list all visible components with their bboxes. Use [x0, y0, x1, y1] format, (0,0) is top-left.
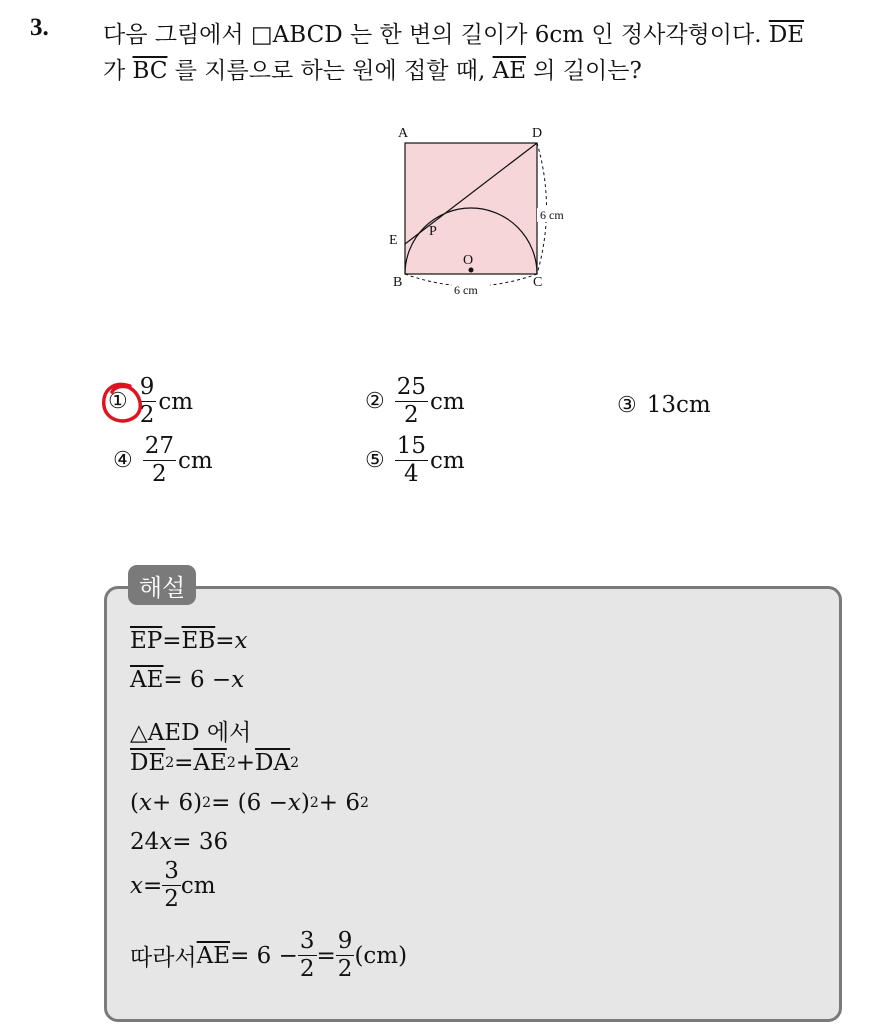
- choice-1-number: ①: [108, 389, 128, 414]
- question-line-1: 다음 그림에서 □ABCD 는 한 변의 길이가 6cm 인 정사각형이다. $\overline{DE}$: [103, 22, 805, 48]
- label-b: B: [393, 275, 403, 290]
- choice-5-number: ⑤: [365, 448, 385, 473]
- bottom-length-label: 6 cm: [454, 283, 478, 297]
- choice-2[interactable]: ② $\frac{25}{2}$ cm: [365, 374, 465, 428]
- label-c: C: [533, 275, 543, 290]
- choice-2-number: ②: [365, 389, 385, 414]
- solution-tag: 해설: [128, 565, 196, 605]
- square-notation: □ABCD: [250, 22, 343, 48]
- solution-line-3: △AED 에서: [130, 720, 252, 746]
- choice-3[interactable]: ③ 13cm: [617, 392, 711, 418]
- choice-5[interactable]: ⑤ $\frac{15}{4}$ cm: [365, 433, 465, 487]
- label-a: A: [398, 126, 409, 141]
- segment-bc: $\overline{BC}$: [132, 58, 168, 84]
- label-o: O: [463, 253, 474, 268]
- answer-circle-mark: [100, 378, 144, 428]
- segment-ae: $\overline{AE}$: [492, 58, 526, 84]
- segment-de: $\overline{DE}$: [768, 22, 805, 48]
- solution-line-5: ( x + 6) 2 = (6 − x ) 2 + 6 2: [130, 790, 369, 816]
- geometry-figure: [380, 118, 590, 303]
- side-length-label: 6 cm: [540, 208, 564, 222]
- label-d: D: [532, 126, 543, 141]
- solution-line-4: $\overline{DE}$ 2 = $\overline{AE}$ 2 + $\overline{DA}$ 2: [130, 750, 300, 776]
- choice-1[interactable]: ① $\frac{9}{2}$ cm: [108, 374, 194, 428]
- solution-line-6: 24 x = 36: [130, 829, 229, 855]
- solution-line-1: $\overline{EP}$ = $\overline{EB}$ = x: [130, 628, 248, 654]
- label-e: E: [389, 233, 398, 248]
- center-point: [469, 268, 474, 273]
- label-p: P: [429, 224, 437, 239]
- question-number: 3.: [30, 14, 49, 41]
- solution-line-7: x = $\frac{3}{2}$ cm: [130, 858, 216, 912]
- question-line-2: 가 $\overline{BC}$ 를 지름으로 하는 원에 접할 때, $\overline{AE}$ 의 길이는?: [103, 58, 642, 84]
- solution-line-8: 따라서 $\overline{AE}$ = 6 − $\frac{3}{2}$ = $\frac{9}{2}$ (cm): [130, 928, 408, 982]
- solution-line-2: $\overline{AE}$ = 6 − x: [130, 667, 245, 693]
- choice-3-number: ③: [617, 392, 637, 418]
- choice-4[interactable]: ④ $\frac{27}{2}$ cm: [113, 433, 213, 487]
- choice-4-number: ④: [113, 448, 133, 473]
